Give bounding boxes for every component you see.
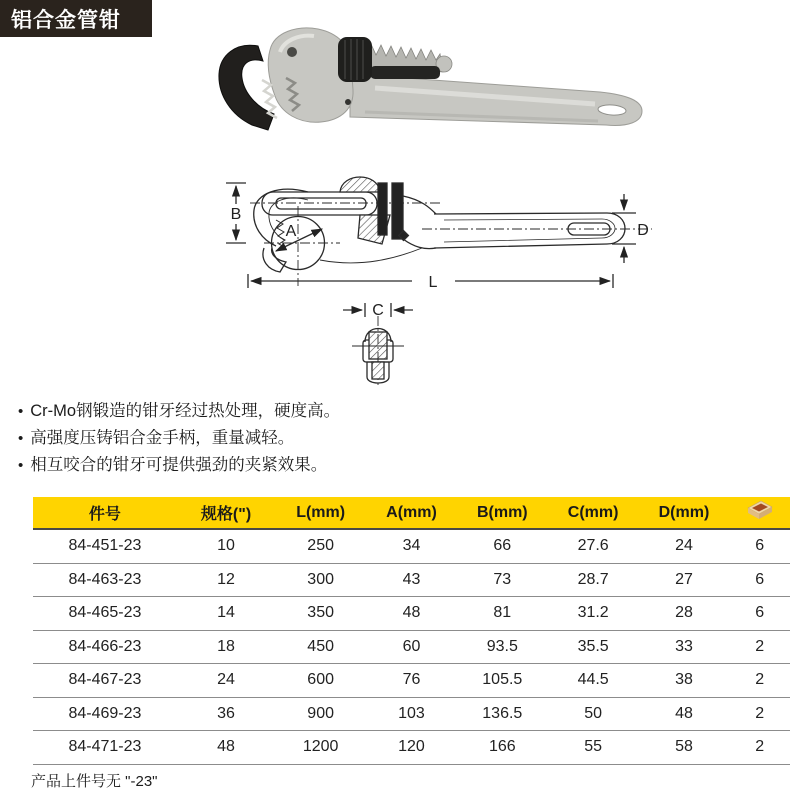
cell-spec: 24	[177, 664, 275, 698]
cell-pack-qty: 6	[729, 529, 790, 563]
cell-spec: 14	[177, 597, 275, 631]
cell-b: 81	[457, 597, 548, 631]
product-photo	[200, 22, 650, 137]
cell-a: 34	[366, 529, 457, 563]
header-part-number: 件号	[33, 497, 177, 529]
cell-part-number: 84-451-23	[33, 529, 177, 563]
dim-label-l: L	[428, 274, 438, 291]
cell-c: 31.2	[548, 597, 639, 631]
cell-c: 55	[548, 731, 639, 765]
header-pack-qty	[729, 497, 790, 529]
cell-d: 33	[639, 630, 730, 664]
header-d: D(mm)	[639, 497, 730, 529]
cell-b: 105.5	[457, 664, 548, 698]
feature-item: • 相互咬合的钳牙可提供强劲的夹紧效果。	[18, 452, 578, 479]
table-row	[33, 597, 790, 631]
cell-d: 24	[639, 529, 730, 563]
cell-l: 300	[275, 563, 366, 597]
cell-a: 120	[366, 731, 457, 765]
cell-spec: 36	[177, 697, 275, 731]
package-box-icon	[747, 500, 773, 525]
cell-l: 600	[275, 664, 366, 698]
cell-part-number: 84-465-23	[33, 597, 177, 631]
cell-a: 43	[366, 563, 457, 597]
cell-d: 38	[639, 664, 730, 698]
cell-l: 450	[275, 630, 366, 664]
cell-c: 28.7	[548, 563, 639, 597]
dim-label-b: B	[230, 206, 242, 223]
cell-c: 35.5	[548, 630, 639, 664]
cell-part-number: 84-463-23	[33, 563, 177, 597]
cell-pack-qty: 6	[729, 563, 790, 597]
header-b: B(mm)	[457, 497, 548, 529]
table-body	[33, 529, 790, 764]
dim-label-a: A	[285, 223, 297, 240]
cell-a: 48	[366, 597, 457, 631]
cell-pack-qty: 6	[729, 597, 790, 631]
table-row	[33, 529, 790, 563]
cell-b: 136.5	[457, 697, 548, 731]
cell-l: 1200	[275, 731, 366, 765]
cell-b: 166	[457, 731, 548, 765]
cell-a: 103	[366, 697, 457, 731]
dimension-diagram	[212, 156, 657, 396]
cell-pack-qty: 2	[729, 664, 790, 698]
cell-pack-qty: 2	[729, 697, 790, 731]
cell-d: 48	[639, 697, 730, 731]
cell-spec: 10	[177, 529, 275, 563]
cell-spec: 12	[177, 563, 275, 597]
cell-part-number: 84-471-23	[33, 731, 177, 765]
cell-d: 58	[639, 731, 730, 765]
page-title: 铝合金管钳	[11, 8, 121, 32]
cell-l: 350	[275, 597, 366, 631]
table-row	[33, 664, 790, 698]
cell-l: 900	[275, 697, 366, 731]
dim-label-d: D	[637, 222, 649, 239]
footer-note: 产品上件号无 "-23"	[31, 773, 158, 790]
cell-pack-qty: 2	[729, 731, 790, 765]
cell-part-number: 84-469-23	[33, 697, 177, 731]
cell-spec: 48	[177, 731, 275, 765]
cell-c: 44.5	[548, 664, 639, 698]
cell-part-number: 84-467-23	[33, 664, 177, 698]
table-header-row	[33, 497, 790, 529]
cell-b: 73	[457, 563, 548, 597]
cell-l: 250	[275, 529, 366, 563]
cell-a: 60	[366, 630, 457, 664]
cell-b: 93.5	[457, 630, 548, 664]
feature-item: • Cr-Mo钢锻造的钳牙经过热处理，硬度高。	[18, 398, 578, 425]
dim-label-c: C	[372, 302, 384, 319]
cell-c: 50	[548, 697, 639, 731]
table-row	[33, 563, 790, 597]
table-row	[33, 630, 790, 664]
cell-d: 27	[639, 563, 730, 597]
header-l: L(mm)	[275, 497, 366, 529]
cell-a: 76	[366, 664, 457, 698]
spec-table	[33, 497, 790, 765]
cell-spec: 18	[177, 630, 275, 664]
table-row	[33, 731, 790, 765]
feature-list	[18, 398, 578, 479]
header-c: C(mm)	[548, 497, 639, 529]
header-spec: 规格(")	[177, 497, 275, 529]
cell-part-number: 84-466-23	[33, 630, 177, 664]
feature-item: • 高强度压铸铝合金手柄，重量减轻。	[18, 425, 578, 452]
page-title-bar	[0, 0, 152, 37]
cell-c: 27.6	[548, 529, 639, 563]
table-row	[33, 697, 790, 731]
cell-b: 66	[457, 529, 548, 563]
header-a: A(mm)	[366, 497, 457, 529]
cell-pack-qty: 2	[729, 630, 790, 664]
cell-d: 28	[639, 597, 730, 631]
